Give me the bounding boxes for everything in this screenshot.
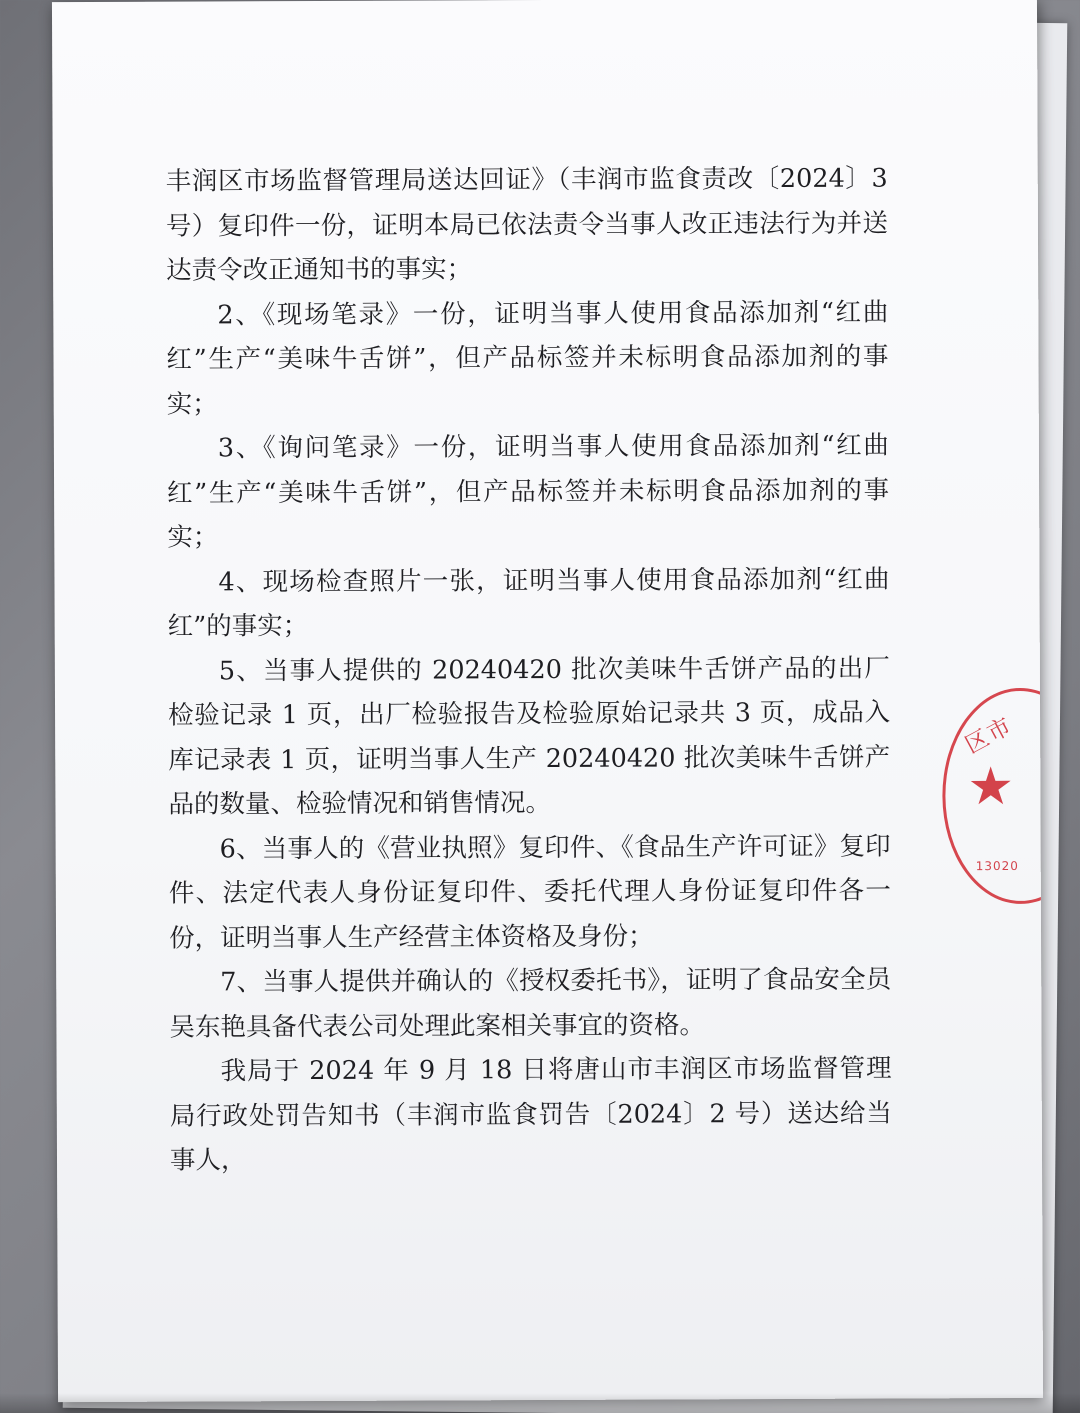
- paragraph-notice: 我局于 2024 年 9 月 18 日将唐山市丰润区市场监督管理局行政处罚告知书（丰润市监食罚告〔2024〕2 号）送达给当事人，: [169, 1053, 892, 1176]
- seal-star-icon: ★: [967, 756, 1015, 818]
- document-body: [166, 157, 892, 1184]
- official-seal: [942, 688, 1043, 905]
- paragraph-item-4: 4、现场检查照片一张，证明当事人使用食品添加剂“红曲红”的事实；: [167, 564, 890, 642]
- paragraph-continuation: 丰润区市场监督管理局送达回证》（丰润市监食责改〔2024〕3号）复印件一份，证明本局已依法责令当事人改正违法行为并送达责令改正通知书的事实；: [165, 163, 888, 286]
- bottom-shadow: [0, 1393, 1080, 1413]
- paragraph-item-2: 2、《现场笔录》一份，证明当事人使用食品添加剂“红曲红”生产“美味牛舌饼”，但产品标签并未标明食品添加剂的事实；: [166, 297, 889, 420]
- paragraph-item-3: 3、《询问笔录》一份，证明当事人使用食品添加剂“红曲红”生产“美味牛舌饼”，但产品标签并未标明食品添加剂的事实；: [167, 430, 890, 553]
- document-page: [52, 0, 1043, 1402]
- paragraph-item-6: 6、当事人的《营业执照》复印件、《食品生产许可证》复印件、法定代表人身份证复印件、委托代理人身份证复印件各一份，证明当事人生产经营主体资格及身份；: [168, 831, 891, 954]
- seal-number: 13020: [975, 858, 1019, 874]
- paragraph-item-5: 5、当事人提供的 20240420 批次美味牛舌饼产品的出厂检验记录 1 页，出厂检验报告及检验原始记录共 3 页，成品入库记录表 1 页，证明当事人生产 20240420 批次美味牛舌饼产品的数量、检验情况和销售情况。: [167, 653, 891, 820]
- seal-text: 区市: [961, 712, 1018, 760]
- paragraph-item-7: 7、当事人提供并确认的《授权委托书》，证明了食品安全员吴东艳具备代表公司处理此案相关事宜的资格。: [169, 964, 892, 1043]
